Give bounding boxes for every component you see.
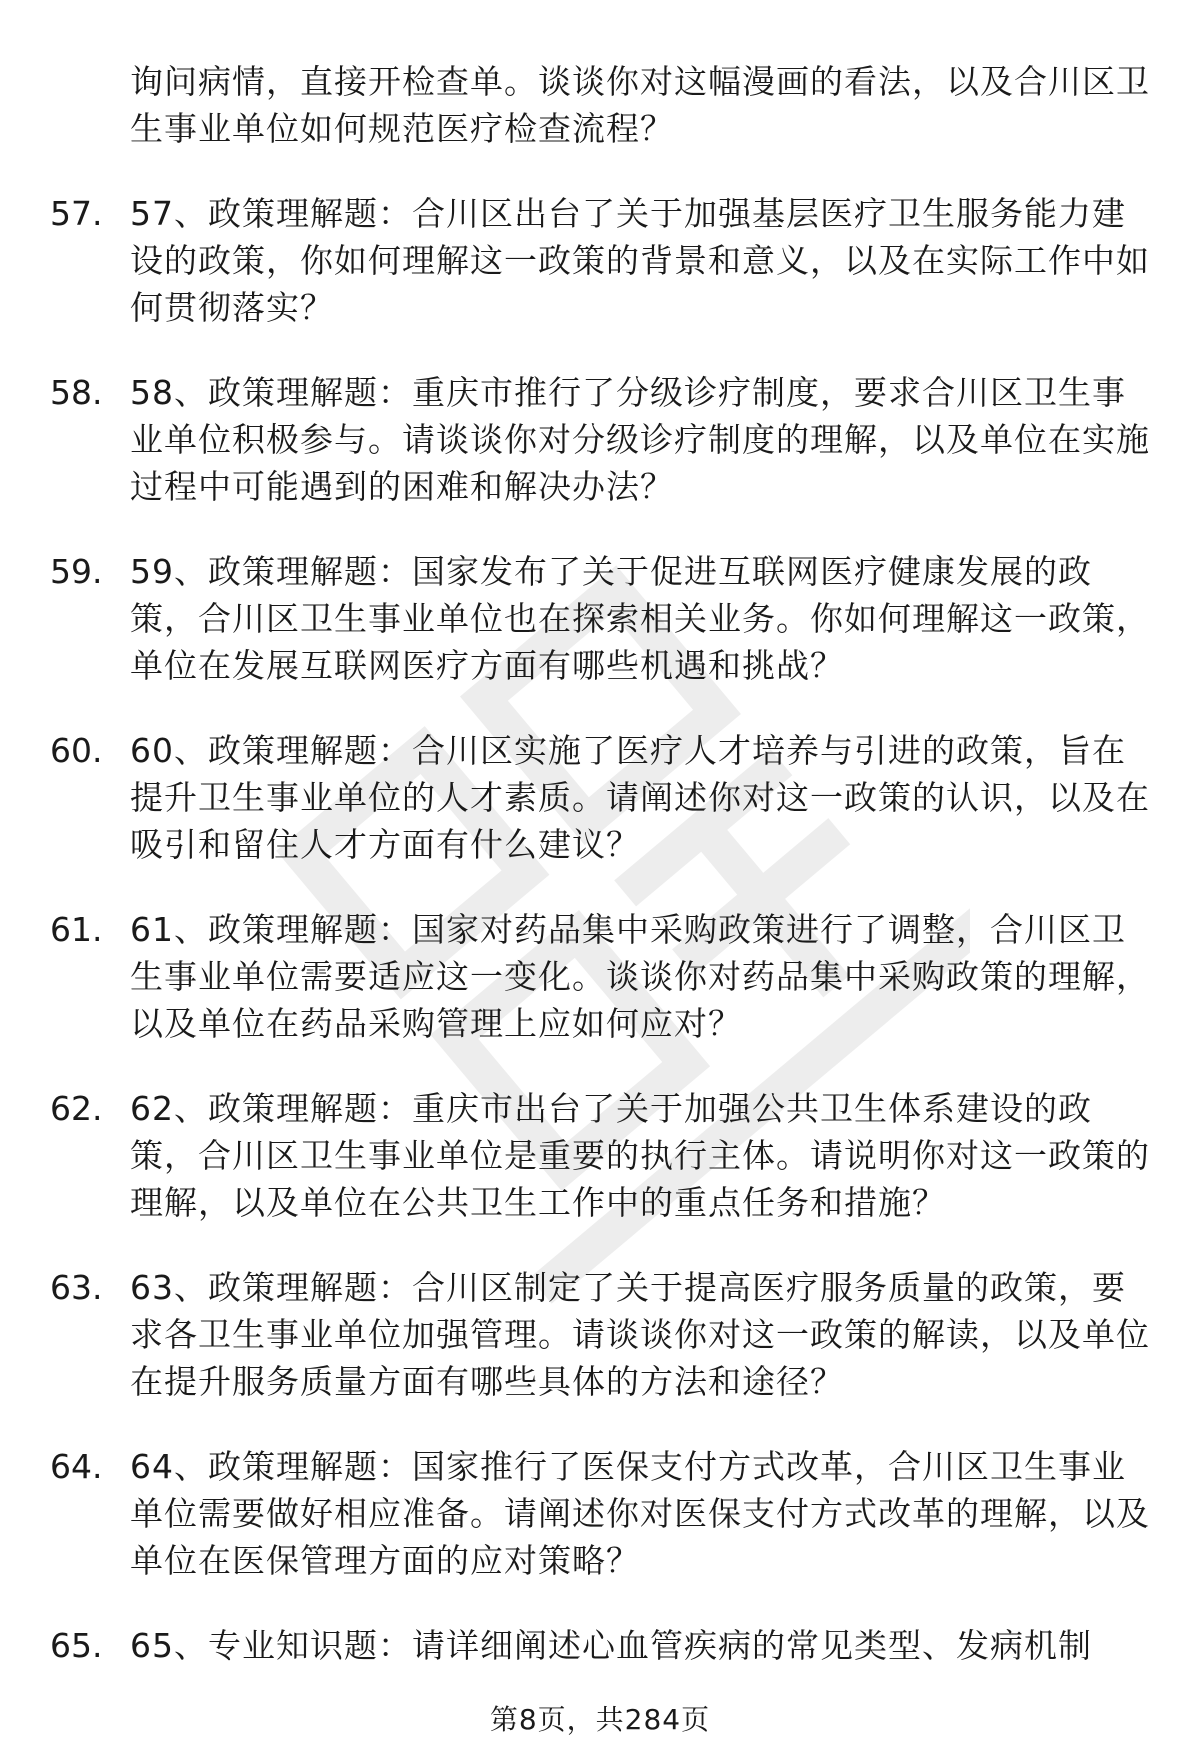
list-item: [0, 906, 1200, 1047]
item-text: 59、政策理解题：国家发布了关于促进互联网医疗健康发展的政策，合川区卫生事业单位也在探索相关业务。你如何理解这一政策，单位在发展互联网医疗方面有哪些机遇和挑战？: [130, 552, 1150, 685]
item-text: 58、政策理解题：重庆市推行了分级诊疗制度，要求合川区卫生事业单位积极参与。请谈谈你对分级诊疗制度的理解，以及单位在实施过程中可能遇到的困难和解决办法？: [130, 373, 1150, 506]
item-number: 64.: [50, 1447, 103, 1486]
list-item: [0, 727, 1200, 868]
list-item: [0, 1264, 1200, 1405]
page-footer: 第8页，共284页: [489, 1703, 711, 1736]
item-text: 60、政策理解题：合川区实施了医疗人才培养与引进的政策，旨在提升卫生事业单位的人才素质。请阐述你对这一政策的认识，以及在吸引和留住人才方面有什么建议？: [130, 731, 1150, 864]
list-item: [0, 1622, 1200, 1669]
item-text: 61、政策理解题：国家对药品集中采购政策进行了调整，合川区卫生事业单位需要适应这一变化。谈谈你对药品集中采购政策的理解，以及单位在药品采购管理上应如何应对？: [130, 910, 1150, 1043]
item-number: 63.: [50, 1268, 103, 1307]
item-text: 64、政策理解题：国家推行了医保支付方式改革，合川区卫生事业单位需要做好相应准备。请阐述你对医保支付方式改革的理解，以及单位在医保管理方面的应对策略？: [130, 1447, 1150, 1580]
item-number: 65.: [50, 1626, 103, 1665]
item-text: 62、政策理解题：重庆市出台了关于加强公共卫生体系建设的政策，合川区卫生事业单位是重要的执行主体。请说明你对这一政策的理解，以及单位在公共卫生工作中的重点任务和措施？: [130, 1089, 1150, 1222]
question-list: [0, 58, 1200, 1707]
item-number: 62.: [50, 1089, 103, 1128]
item-number: 61.: [50, 910, 103, 949]
item-number: 58.: [50, 373, 103, 412]
item-text: 63、政策理解题：合川区制定了关于提高医疗服务质量的政策，要求各卫生事业单位加强管理。请谈谈你对这一政策的解读，以及单位在提升服务质量方面有哪些具体的方法和途径？: [130, 1268, 1150, 1401]
item-number: 59.: [50, 552, 103, 591]
list-item: [0, 190, 1200, 331]
list-item: [0, 548, 1200, 689]
item-text: 65、专业知识题：请详细阐述心血管疾病的常见类型、发病机制: [130, 1626, 1092, 1665]
list-item: [0, 369, 1200, 510]
continued-question-text: 询问病情，直接开检查单。谈谈你对这幅漫画的看法，以及合川区卫生事业单位如何规范医疗检查流程？: [130, 62, 1150, 148]
item-number: 60.: [50, 731, 103, 770]
item-text: 57、政策理解题：合川区出台了关于加强基层医疗卫生服务能力建设的政策，你如何理解这一政策的背景和意义，以及在实际工作中如何贯彻落实？: [130, 194, 1150, 327]
list-item: [0, 1085, 1200, 1226]
item-number: 57.: [50, 194, 103, 233]
list-item: [0, 1443, 1200, 1584]
